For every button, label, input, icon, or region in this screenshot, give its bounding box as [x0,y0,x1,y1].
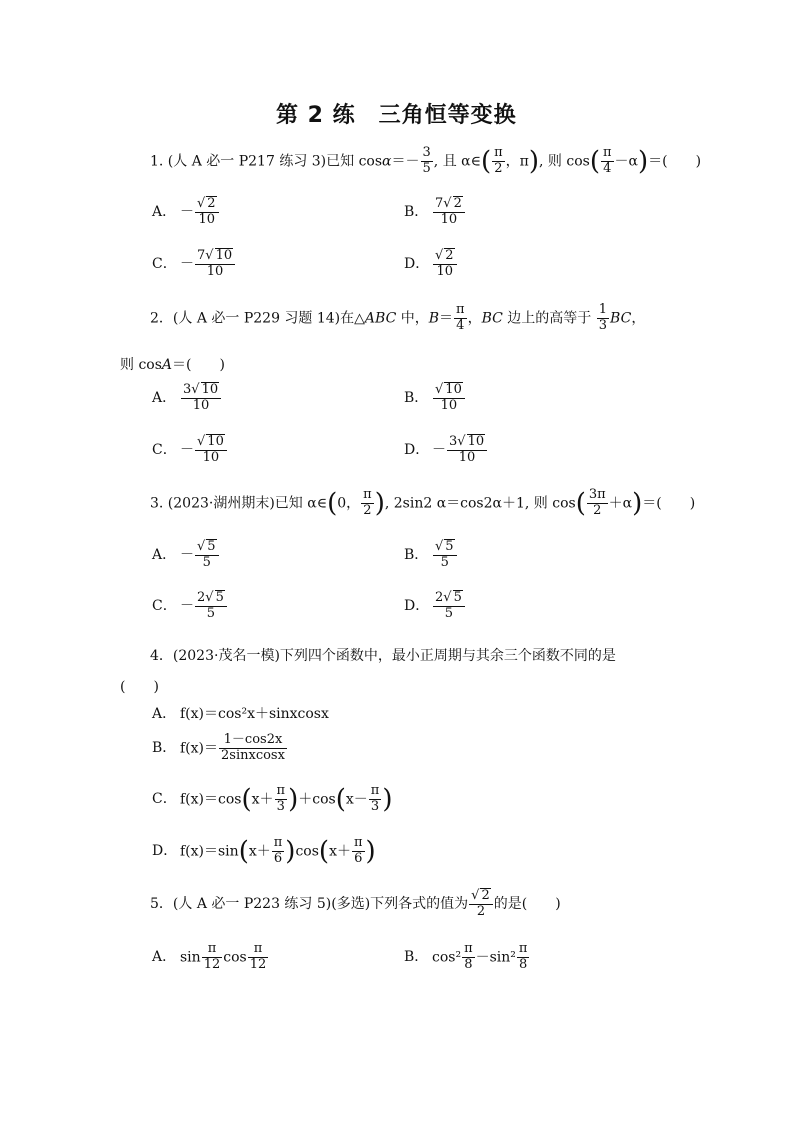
question-4: 4．(2023·茂名一模)下列四个函数中，最小正周期与其余三个函数不同的是 [150,648,616,664]
question-4-line2: ( ) [120,679,159,695]
q5-option-b[interactable]: B． cos² $\frac{\pi}{8}$ －sin² $\frac{\pi}{8}$ [404,941,528,972]
q3-option-c[interactable]: C． － $\frac{2√ 5}{5}$ [152,590,228,622]
q3-option-d[interactable]: D． $\frac{2√ 5}{5}$ [404,590,466,622]
q2-option-b[interactable]: B． $\frac{√ 10}{10}$ [404,382,466,414]
question-1: 1. (人 A 必一 P217 练习 3)已知 cosα＝－ $\frac{3}{5}$ , 且 α∈( $\frac{\pi}{2}$ ，π), 则 cos( $\frac{\pi}{4}$ －α)＝( ) [150,145,702,177]
q1-option-b[interactable]: B． $\frac{7√ 2}{10}$ [404,196,466,228]
question-2-line2: 则 cosA＝( ) [120,357,225,373]
fraction: $\frac{\pi}{4}$ [603,145,612,176]
q4-option-d[interactable]: D． f(x)＝sin(x＋ $\frac{\pi}{6}$ )cos(x＋ $\frac{\pi}{6}$ ) [152,835,376,867]
q2-option-a[interactable]: A． $\frac{3√ 10}{10}$ [152,382,222,414]
fraction: $\frac{\pi}{2}$ [494,145,503,176]
q3-option-b[interactable]: B． $\frac{√ 5}{5}$ [404,539,458,571]
q1-option-d[interactable]: D． $\frac{√ 2}{10}$ [404,248,458,280]
q4-option-c[interactable]: C． f(x)＝cos(x＋ $\frac{\pi}{3}$ )＋cos(x－ $\frac{\pi}{3}$ ) [152,783,393,815]
q4-option-b[interactable]: B． f(x)＝ $\frac{1-\cos 2x}{\text{2sinxcosx}}$ [152,732,285,763]
q2-option-c[interactable]: C． － $\frac{√ 10}{10}$ [152,434,228,466]
q2-option-d[interactable]: D． － $\frac{3√ 10}{10}$ [404,434,488,466]
question-5: 5．(人 A 必一 P223 练习 5)(多选)下列各式的值为 $\frac{√ 2}{2}$ 的是( ) [150,888,561,919]
q1-option-c[interactable]: C． － $\frac{7√ 10}{10}$ [152,248,236,280]
q1-option-a[interactable]: A． － $\frac{√ 2}{10}$ [152,196,220,228]
q4-option-a[interactable]: A． f(x)＝cos²x＋sinxcosx [152,706,329,722]
page-title: 第 2 练 三角恒等变换 [276,103,517,128]
question-2: 2．(人 A 必一 P229 习题 14)在△ABC 中，B＝ $\frac{\pi}{4}$ ，BC 边上的高等于 $\frac{1}{3}$ BC， [150,302,646,333]
q5-option-a[interactable]: A． sin $\frac{\pi}{12}$ cos $\frac{\pi}{12}$ [152,941,267,972]
q3-option-a[interactable]: A． － $\frac{√ 5}{5}$ [152,539,220,571]
question-3: 3. (2023·湖州期末)已知 α∈(0， $\frac{\pi}{2}$ ), 2sin2 α＝cos2α＋1, 则 cos( $\frac{3\pi}{2}$ ＋α)＝( ) [150,487,696,519]
fraction: $\frac{3}{5}$ [422,145,431,176]
